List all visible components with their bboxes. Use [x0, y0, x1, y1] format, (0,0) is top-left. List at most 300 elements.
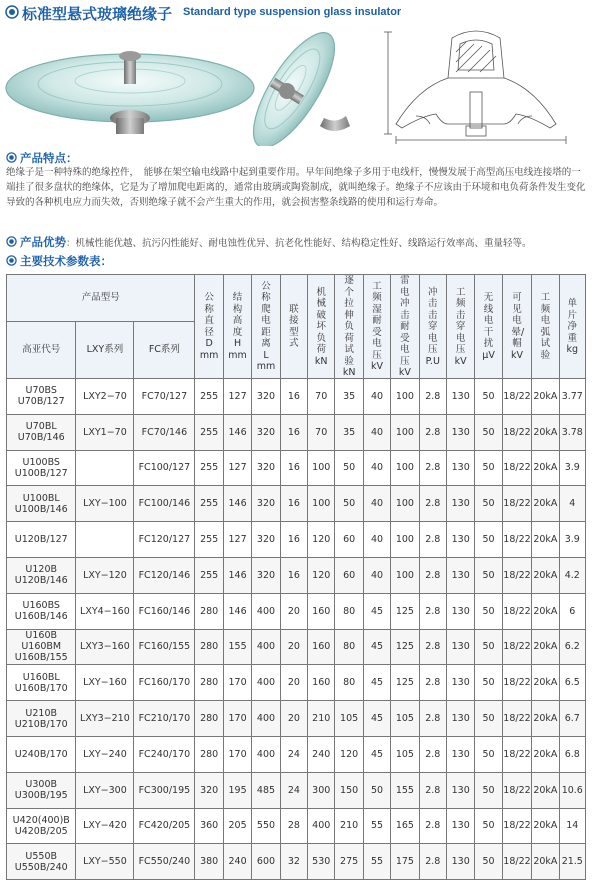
value-cell: 120 — [308, 522, 335, 558]
col-lxy-header: LXY系列 — [76, 321, 134, 378]
value-cell: 2.8 — [419, 844, 446, 880]
value-cell: 125 — [391, 665, 419, 701]
value-cell: 155 — [223, 629, 251, 665]
table-row — [7, 808, 586, 844]
param-header-label: 联接型式 — [289, 303, 299, 349]
value-cell: 146 — [223, 414, 251, 450]
value-cell: 485 — [252, 772, 280, 808]
insulator-section-drawing — [376, 22, 576, 152]
value-cell: 195 — [223, 772, 251, 808]
gaoya-code-cell: U210B U210B/170 — [7, 701, 76, 737]
gaoya-code-cell: U100BS U100B/127 — [7, 450, 76, 486]
value-cell: 130 — [446, 665, 474, 701]
circle-bullet-icon — [6, 152, 17, 163]
value-cell: 280 — [195, 736, 223, 772]
value-cell: 20kA — [532, 522, 559, 558]
value-cell: 240 — [308, 736, 335, 772]
gaoya-code-cell: U120B U120B/146 — [7, 557, 76, 593]
value-cell: 400 — [308, 808, 335, 844]
value-cell: 105 — [391, 701, 419, 737]
value-cell: 24 — [280, 772, 307, 808]
lxy-code-cell: LXY−420 — [76, 808, 134, 844]
param-header-label: 雷电冲击耐受电压 — [400, 275, 410, 367]
lxy-code-cell: LXY3−210 — [76, 701, 134, 737]
value-cell: 320 — [252, 522, 280, 558]
value-cell: 280 — [195, 701, 223, 737]
param-header-label: 可见电晕/帽 — [511, 292, 525, 350]
fc-code-cell: FC210/170 — [134, 701, 195, 737]
value-cell: 18/22 — [502, 486, 531, 522]
value-cell: 255 — [195, 414, 223, 450]
circle-bullet-icon — [5, 5, 19, 19]
value-cell: 130 — [446, 844, 474, 880]
value-cell: 100 — [391, 522, 419, 558]
value-cell: 105 — [335, 701, 363, 737]
value-cell: 120 — [335, 736, 363, 772]
param-header — [252, 275, 280, 379]
value-cell: 20kA — [532, 772, 559, 808]
param-header-label: 工频电弧试验 — [540, 292, 551, 361]
value-cell: 170 — [223, 736, 251, 772]
value-cell: 125 — [391, 593, 419, 629]
param-header — [559, 275, 585, 379]
value-cell: 16 — [280, 450, 307, 486]
value-cell: 100 — [391, 450, 419, 486]
value-cell: 3.9 — [559, 450, 585, 486]
value-cell: 130 — [446, 414, 474, 450]
value-cell: 400 — [252, 593, 280, 629]
value-cell: 2.8 — [419, 379, 446, 415]
specs-heading: 主要技术参数表： — [6, 253, 112, 269]
param-header-label: 公称直径D — [204, 292, 214, 350]
value-cell: 320 — [252, 557, 280, 593]
value-cell: 50 — [475, 522, 502, 558]
value-cell: 320 — [252, 486, 280, 522]
gaoya-code-cell: U240B/170 — [7, 736, 76, 772]
value-cell: 165 — [391, 808, 419, 844]
param-header — [223, 275, 251, 379]
param-header — [446, 275, 474, 379]
lxy-code-cell: LXY4−160 — [76, 593, 134, 629]
page-title-english: Standard type suspension glass insulator — [183, 6, 402, 18]
value-cell: 70 — [308, 379, 335, 415]
value-cell: 18/22 — [502, 629, 531, 665]
value-cell: 20 — [280, 701, 307, 737]
value-cell: 400 — [252, 665, 280, 701]
value-cell: 50 — [475, 665, 502, 701]
value-cell: 130 — [446, 629, 474, 665]
value-cell: 255 — [195, 450, 223, 486]
value-cell: 130 — [446, 557, 474, 593]
col-gaoya-header: 高亚代号 — [7, 321, 76, 378]
value-cell: 530 — [308, 844, 335, 880]
param-header-label: 无线电干扰 — [483, 292, 494, 350]
value-cell: 6.5 — [559, 665, 585, 701]
param-header — [391, 275, 419, 379]
value-cell: 20kA — [532, 665, 559, 701]
value-cell: 40 — [363, 522, 390, 558]
value-cell: 380 — [195, 844, 223, 880]
value-cell: 155 — [391, 772, 419, 808]
value-cell: 130 — [446, 379, 474, 415]
param-header-label: 结构高度H — [232, 292, 243, 350]
value-cell: 360 — [195, 808, 223, 844]
value-cell: 16 — [280, 379, 307, 415]
value-cell: 45 — [363, 665, 390, 701]
param-header-label: 逐个拉伸负荷试验 — [344, 275, 354, 367]
value-cell: 20kA — [532, 414, 559, 450]
fc-code-cell: FC100/127 — [134, 450, 195, 486]
value-cell: 35 — [335, 414, 363, 450]
gaoya-code-cell: U70BS U70B/127 — [7, 379, 76, 415]
table-row — [7, 665, 586, 701]
fc-code-cell: FC300/195 — [134, 772, 195, 808]
value-cell: 18/22 — [502, 414, 531, 450]
table-row — [7, 379, 586, 415]
value-cell: 20kA — [532, 450, 559, 486]
value-cell: 18/22 — [502, 593, 531, 629]
value-cell: 40 — [363, 486, 390, 522]
fc-code-cell: FC550/240 — [134, 844, 195, 880]
value-cell: 40 — [363, 450, 390, 486]
value-cell: 40 — [363, 557, 390, 593]
value-cell: 45 — [363, 629, 390, 665]
value-cell: 280 — [195, 665, 223, 701]
value-cell: 105 — [391, 736, 419, 772]
value-cell: 130 — [446, 593, 474, 629]
value-cell: 160 — [308, 593, 335, 629]
fc-code-cell: FC160/146 — [134, 593, 195, 629]
value-cell: 20kA — [532, 629, 559, 665]
value-cell: 6 — [559, 593, 585, 629]
value-cell: 255 — [195, 486, 223, 522]
table-row — [7, 522, 586, 558]
value-cell: 300 — [308, 772, 335, 808]
lxy-code-cell: LXY−240 — [76, 736, 134, 772]
value-cell: 127 — [223, 522, 251, 558]
value-cell: 2.8 — [419, 486, 446, 522]
value-cell: 320 — [252, 414, 280, 450]
value-cell: 4 — [559, 486, 585, 522]
gaoya-code-cell: U160B U160BM U160B/155 — [7, 629, 76, 665]
value-cell: 2.8 — [419, 665, 446, 701]
value-cell: 320 — [252, 450, 280, 486]
value-cell: 50 — [363, 772, 390, 808]
lxy-code-cell: LXY−120 — [76, 557, 134, 593]
value-cell: 60 — [335, 557, 363, 593]
value-cell: 6.2 — [559, 629, 585, 665]
value-cell: 2.8 — [419, 414, 446, 450]
value-cell: 320 — [252, 379, 280, 415]
value-cell: 18/22 — [502, 557, 531, 593]
value-cell: 255 — [195, 379, 223, 415]
value-cell: 255 — [195, 557, 223, 593]
value-cell: 50 — [335, 486, 363, 522]
param-header — [532, 275, 559, 379]
value-cell: 3.9 — [559, 522, 585, 558]
value-cell: 50 — [475, 808, 502, 844]
value-cell: 146 — [223, 557, 251, 593]
value-cell: 16 — [280, 414, 307, 450]
circle-bullet-icon — [6, 236, 17, 247]
value-cell: 50 — [475, 379, 502, 415]
value-cell: 2.8 — [419, 701, 446, 737]
value-cell: 170 — [223, 701, 251, 737]
param-header-label: 机械破坏负荷 — [316, 286, 326, 355]
value-cell: 20kA — [532, 808, 559, 844]
gaoya-code-cell: U160BS U160B/146 — [7, 593, 76, 629]
value-cell: 50 — [475, 772, 502, 808]
value-cell: 400 — [252, 701, 280, 737]
value-cell: 130 — [446, 701, 474, 737]
table-row — [7, 414, 586, 450]
value-cell: 2.8 — [419, 557, 446, 593]
value-cell: 18/22 — [502, 844, 531, 880]
param-header-label: 单片净重 — [567, 298, 578, 344]
value-cell: 130 — [446, 486, 474, 522]
value-cell: 20kA — [532, 593, 559, 629]
value-cell: 40 — [363, 379, 390, 415]
value-cell: 20kA — [532, 844, 559, 880]
value-cell: 20kA — [532, 701, 559, 737]
value-cell: 280 — [195, 593, 223, 629]
fc-code-cell: FC160/170 — [134, 665, 195, 701]
value-cell: 127 — [223, 450, 251, 486]
value-cell: 40 — [363, 414, 390, 450]
value-cell: 550 — [252, 808, 280, 844]
value-cell: 80 — [335, 593, 363, 629]
value-cell: 18/22 — [502, 772, 531, 808]
value-cell: 18/22 — [502, 736, 531, 772]
value-cell: 130 — [446, 772, 474, 808]
fc-code-cell: FC240/170 — [134, 736, 195, 772]
param-header-unit: kV — [454, 355, 467, 367]
param-header — [280, 275, 307, 379]
value-cell: 240 — [223, 844, 251, 880]
param-header — [363, 275, 390, 379]
param-header — [502, 275, 531, 379]
gaoya-code-cell: U300B U300B/195 — [7, 772, 76, 808]
value-cell: 175 — [391, 844, 419, 880]
param-header-unit: kN — [342, 367, 356, 378]
value-cell: 50 — [475, 701, 502, 737]
col-fc-header: FC系列 — [134, 321, 195, 378]
fc-code-cell: FC70/127 — [134, 379, 195, 415]
value-cell: 150 — [335, 772, 363, 808]
value-cell: 275 — [335, 844, 363, 880]
value-cell: 80 — [335, 629, 363, 665]
value-cell: 320 — [195, 772, 223, 808]
value-cell: 16 — [280, 522, 307, 558]
value-cell: 400 — [252, 629, 280, 665]
value-cell: 18/22 — [502, 701, 531, 737]
value-cell: 160 — [308, 629, 335, 665]
value-cell: 20 — [280, 629, 307, 665]
value-cell: 210 — [335, 808, 363, 844]
value-cell: 18/22 — [502, 522, 531, 558]
value-cell: 24 — [280, 736, 307, 772]
value-cell: 600 — [252, 844, 280, 880]
value-cell: 2.8 — [419, 772, 446, 808]
fc-code-cell: FC120/146 — [134, 557, 195, 593]
gaoya-code-cell: U70BL U70B/146 — [7, 414, 76, 450]
param-header — [195, 275, 223, 379]
value-cell: 70 — [308, 414, 335, 450]
features-heading: 产品特点： — [6, 150, 78, 166]
param-header-label: 冲击击穿电压 — [428, 286, 438, 355]
advantages-line — [6, 234, 532, 250]
value-cell: 170 — [223, 665, 251, 701]
value-cell: 60 — [335, 522, 363, 558]
value-cell: 146 — [223, 593, 251, 629]
value-cell: 100 — [308, 486, 335, 522]
lxy-code-cell: LXY3−160 — [76, 629, 134, 665]
gaoya-code-cell: U550B U550B/240 — [7, 844, 76, 880]
param-header-unit: kV — [510, 349, 523, 361]
value-cell: 35 — [335, 379, 363, 415]
value-cell: 100 — [391, 414, 419, 450]
value-cell: 45 — [363, 701, 390, 737]
param-header — [475, 275, 502, 379]
value-cell: 6.8 — [559, 736, 585, 772]
lxy-code-cell — [76, 450, 134, 486]
param-header-unit: mm — [256, 361, 276, 373]
value-cell: 50 — [475, 557, 502, 593]
value-cell: 130 — [446, 808, 474, 844]
value-cell: 130 — [446, 522, 474, 558]
value-cell: 20kA — [532, 379, 559, 415]
value-cell: 210 — [308, 701, 335, 737]
lxy-code-cell: LXY−100 — [76, 486, 134, 522]
param-header — [335, 275, 363, 379]
value-cell: 16 — [280, 486, 307, 522]
value-cell: 50 — [475, 629, 502, 665]
value-cell: 160 — [308, 665, 335, 701]
lxy-code-cell: LXY−550 — [76, 844, 134, 880]
fc-code-cell: FC100/146 — [134, 486, 195, 522]
fc-code-cell: FC420/205 — [134, 808, 195, 844]
value-cell: 100 — [308, 450, 335, 486]
value-cell: 280 — [195, 629, 223, 665]
value-cell: 28 — [280, 808, 307, 844]
value-cell: 55 — [363, 844, 390, 880]
param-header-unit: kV — [398, 367, 411, 378]
value-cell: 18/22 — [502, 379, 531, 415]
value-cell: 2.8 — [419, 593, 446, 629]
param-header — [308, 275, 335, 379]
value-cell: 120 — [308, 557, 335, 593]
value-cell: 100 — [391, 486, 419, 522]
gaoya-code-cell: U160BL U160B/170 — [7, 665, 76, 701]
insulator-product-photo — [4, 26, 360, 146]
advantages-text: ：机械性能优越、抗污闪性能好、耐电蚀性优异、抗老化性能好、结构稳定性好、线路运行效率高、重量轻等。 — [66, 238, 532, 249]
value-cell: 10.6 — [559, 772, 585, 808]
lxy-code-cell: LXY2−70 — [76, 379, 134, 415]
lxy-code-cell: LXY−300 — [76, 772, 134, 808]
param-header-unit: μV — [482, 349, 495, 361]
param-header-unit: kN — [314, 355, 328, 367]
value-cell: 55 — [363, 808, 390, 844]
value-cell: 205 — [223, 808, 251, 844]
value-cell: 255 — [195, 522, 223, 558]
value-cell: 125 — [391, 629, 419, 665]
value-cell: 100 — [391, 557, 419, 593]
value-cell: 2.8 — [419, 522, 446, 558]
value-cell: 50 — [475, 736, 502, 772]
value-cell: 100 — [391, 379, 419, 415]
value-cell: 130 — [446, 450, 474, 486]
value-cell: 21.5 — [559, 844, 585, 880]
table-row — [7, 736, 586, 772]
value-cell: 45 — [363, 736, 390, 772]
param-header-label: 工频击穿电压 — [455, 286, 466, 355]
gaoya-code-cell: U420(400)B U420B/205 — [7, 808, 76, 844]
value-cell: 20 — [280, 665, 307, 701]
value-cell: 50 — [475, 450, 502, 486]
value-cell: 6.7 — [559, 701, 585, 737]
spec-table — [6, 274, 586, 880]
table-row — [7, 701, 586, 737]
model-group-header: 产品型号 — [7, 275, 195, 322]
value-cell: 400 — [252, 736, 280, 772]
value-cell: 16 — [280, 557, 307, 593]
value-cell: 3.77 — [559, 379, 585, 415]
lxy-code-cell: LXY−160 — [76, 665, 134, 701]
param-header-label: 公称爬电距离L — [261, 280, 271, 361]
value-cell: 50 — [335, 450, 363, 486]
param-header-label: 工频湿耐受电压 — [372, 280, 382, 361]
param-header-unit: mm — [228, 349, 247, 361]
value-cell: 2.8 — [419, 736, 446, 772]
table-row — [7, 486, 586, 522]
value-cell: 50 — [475, 844, 502, 880]
value-cell: 20kA — [532, 486, 559, 522]
table-row — [7, 450, 586, 486]
param-header-unit: kV — [371, 361, 384, 373]
value-cell: 146 — [223, 486, 251, 522]
value-cell: 18/22 — [502, 808, 531, 844]
value-cell: 32 — [280, 844, 307, 880]
value-cell: 130 — [446, 736, 474, 772]
value-cell: 50 — [475, 486, 502, 522]
value-cell: 2.8 — [419, 629, 446, 665]
table-row — [7, 557, 586, 593]
table-row — [7, 593, 586, 629]
value-cell: 45 — [363, 593, 390, 629]
circle-bullet-icon — [6, 255, 17, 266]
value-cell: 2.8 — [419, 450, 446, 486]
value-cell: 20 — [280, 593, 307, 629]
value-cell: 20kA — [532, 557, 559, 593]
param-header-unit: kg — [566, 344, 579, 355]
param-header-unit: P.U — [425, 355, 440, 367]
value-cell: 18/22 — [502, 665, 531, 701]
table-row — [7, 772, 586, 808]
value-cell: 20kA — [532, 736, 559, 772]
features-paragraph: 绝缘子是一种特殊的绝缘控件， 能够在架空输电线路中起到重要作用。早年间绝缘子多用于电线杆，慢慢发展于高型高压电线连接塔的一端挂了很多盘状的绝缘体，它是为了增加爬电距离的，通常由玻璃或陶瓷制成，就叫绝缘子。绝缘子不应该由于环境和电负荷条件发生变化导致的各种机电应力而失效，否则绝缘子就不会产生重大的作用，就会损害整条线路的使用和运行寿命。 — [6, 167, 586, 208]
lxy-code-cell: LXY1−70 — [76, 414, 134, 450]
value-cell: 50 — [475, 593, 502, 629]
param-header — [419, 275, 446, 379]
fc-code-cell: FC120/127 — [134, 522, 195, 558]
table-row — [7, 629, 586, 665]
value-cell: 14 — [559, 808, 585, 844]
value-cell: 3.78 — [559, 414, 585, 450]
advantages-heading: 产品优势 — [20, 235, 66, 249]
value-cell: 50 — [475, 414, 502, 450]
value-cell: 80 — [335, 665, 363, 701]
value-cell: 4.2 — [559, 557, 585, 593]
